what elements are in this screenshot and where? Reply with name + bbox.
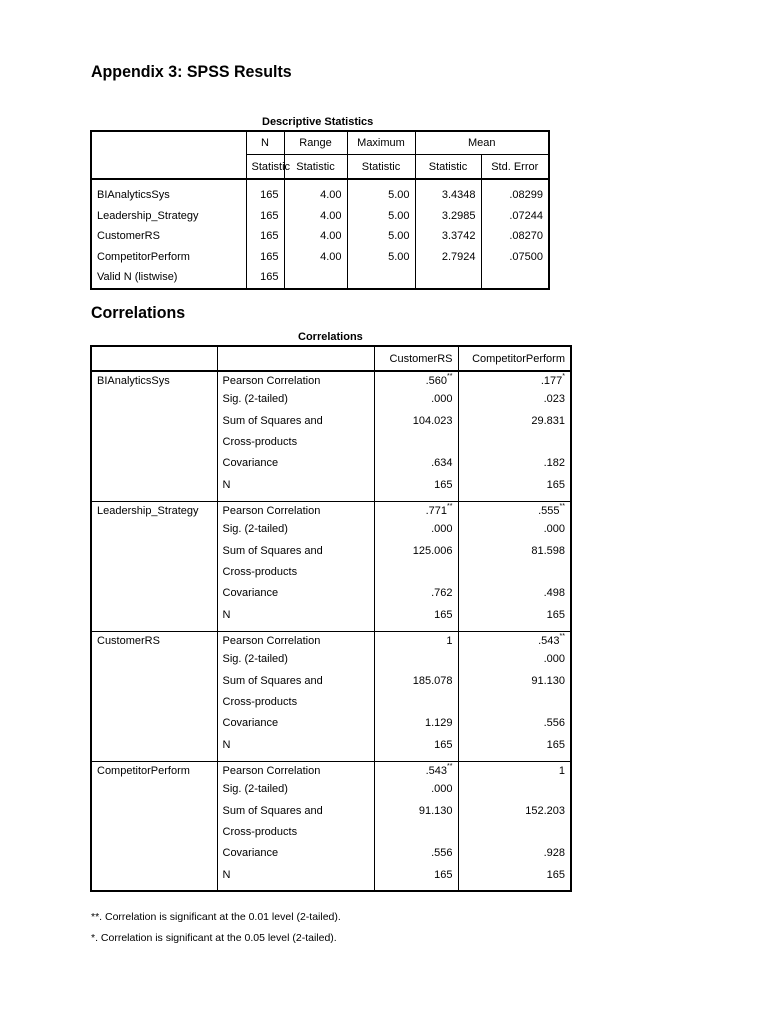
table-cell: 3.2985 bbox=[415, 206, 481, 227]
variable-label bbox=[91, 415, 217, 457]
table-row bbox=[91, 415, 571, 457]
cell-value: .928 bbox=[543, 847, 565, 859]
statistic-label: N bbox=[222, 869, 231, 881]
cell-value: 104.023 bbox=[412, 415, 453, 427]
statistic-label: Sig. (2-tailed) bbox=[222, 393, 288, 405]
table-cell bbox=[458, 869, 571, 891]
table-row bbox=[91, 805, 571, 847]
variable-label bbox=[91, 675, 217, 717]
table-cell bbox=[374, 545, 458, 587]
table-row bbox=[91, 609, 571, 631]
table-cell bbox=[374, 371, 458, 393]
table-cell bbox=[374, 717, 458, 739]
table-cell: 4.00 bbox=[284, 226, 347, 247]
variable-label bbox=[91, 587, 217, 609]
table-cell bbox=[458, 501, 571, 523]
column-header: N bbox=[246, 131, 284, 155]
cell-value: .182 bbox=[543, 457, 565, 469]
column-header: Mean bbox=[415, 131, 549, 155]
column-subheader: Statistic bbox=[246, 155, 284, 180]
cell-value: .771 bbox=[425, 504, 448, 517]
row-label: Leadership_Strategy bbox=[97, 209, 199, 222]
table-header-row bbox=[91, 346, 571, 371]
variable-label: Leadership_Strategy bbox=[91, 501, 217, 523]
variable-label bbox=[91, 457, 217, 479]
cell-value: .000 bbox=[431, 523, 453, 535]
table-cell bbox=[374, 761, 458, 783]
table-cell bbox=[458, 783, 571, 805]
variable-label bbox=[91, 545, 217, 587]
cell-value: .543 bbox=[538, 634, 560, 647]
page-title: Appendix 3: SPSS Results bbox=[91, 62, 292, 81]
statistic-label: Pearson Correlation bbox=[222, 764, 321, 777]
variable-label bbox=[91, 523, 217, 545]
statistic-label: Covariance bbox=[222, 587, 279, 599]
cell-value: .000 bbox=[431, 783, 453, 795]
statistic-label: Covariance bbox=[222, 717, 279, 729]
header-stub bbox=[91, 131, 246, 179]
cell-value: 91.130 bbox=[531, 675, 565, 687]
statistic-label bbox=[217, 805, 374, 847]
variable-label bbox=[91, 739, 217, 761]
cell-value: 29.831 bbox=[531, 415, 565, 427]
variable-label bbox=[91, 479, 217, 501]
table-cell bbox=[458, 545, 571, 587]
cell-value: .556 bbox=[543, 717, 565, 729]
cell-value: 165 bbox=[546, 739, 565, 751]
table-cell: 165 bbox=[246, 206, 284, 227]
table-cell: 5.00 bbox=[347, 206, 415, 227]
table-cell bbox=[374, 415, 458, 457]
table-cell: .08299 bbox=[481, 179, 549, 206]
statistic-label bbox=[217, 675, 374, 717]
table-cell bbox=[458, 523, 571, 545]
table-cell: 5.00 bbox=[347, 226, 415, 247]
table-cell bbox=[284, 267, 347, 289]
cell-value: .023 bbox=[543, 393, 565, 405]
cell-value: .555 bbox=[538, 504, 560, 517]
column-header: Range bbox=[284, 131, 347, 155]
significance-marker: ** bbox=[447, 373, 453, 380]
table-row bbox=[91, 179, 549, 206]
table-cell bbox=[415, 267, 481, 289]
row-label: CompetitorPerform bbox=[97, 250, 190, 263]
cell-value: 81.598 bbox=[531, 545, 565, 557]
table-cell bbox=[458, 717, 571, 739]
variable-label bbox=[91, 717, 217, 739]
column-subheader: Statistic bbox=[284, 155, 347, 180]
statistic-label-line: Sum of Squares and bbox=[222, 545, 323, 557]
table-cell bbox=[374, 783, 458, 805]
column-header: CompetitorPerform bbox=[458, 346, 571, 371]
table-cell bbox=[374, 653, 458, 675]
table-cell: 165 bbox=[246, 226, 284, 247]
table-cell: 5.00 bbox=[347, 179, 415, 206]
table-cell bbox=[458, 457, 571, 479]
table-cell bbox=[458, 609, 571, 631]
table-cell bbox=[458, 393, 571, 415]
table-row bbox=[91, 739, 571, 761]
table-cell bbox=[458, 587, 571, 609]
descriptive-statistics-table bbox=[90, 130, 550, 290]
table-cell bbox=[458, 479, 571, 501]
table-cell bbox=[374, 393, 458, 415]
table-row bbox=[91, 545, 571, 587]
table-cell: .08270 bbox=[481, 226, 549, 247]
table-cell bbox=[458, 739, 571, 761]
statistic-label-line: Sum of Squares and bbox=[222, 415, 323, 427]
table-row bbox=[91, 675, 571, 717]
table-cell bbox=[374, 457, 458, 479]
cell-value: 165 bbox=[546, 479, 565, 491]
correlations-table bbox=[90, 345, 572, 892]
table-row bbox=[91, 457, 571, 479]
table-row bbox=[91, 501, 571, 523]
table-cell: 5.00 bbox=[347, 247, 415, 268]
table-cell bbox=[458, 371, 571, 393]
cell-value: .498 bbox=[543, 587, 565, 599]
statistic-label-line: Sum of Squares and bbox=[222, 805, 323, 817]
descriptive-table-caption: Descriptive Statistics bbox=[262, 116, 374, 128]
table-cell: .07500 bbox=[481, 247, 549, 268]
table-cell bbox=[374, 739, 458, 761]
table-cell: 4.00 bbox=[284, 206, 347, 227]
variable-label bbox=[91, 805, 217, 847]
statistic-label: N bbox=[217, 739, 374, 761]
table-row bbox=[91, 869, 571, 891]
table-row bbox=[91, 631, 571, 653]
table-cell bbox=[374, 501, 458, 523]
cell-value: 91.130 bbox=[418, 805, 453, 817]
table-cell: 165 bbox=[246, 267, 284, 289]
table-cell: 165 bbox=[246, 247, 284, 268]
cell-value: 1 bbox=[558, 764, 565, 777]
row-label: CustomerRS bbox=[97, 230, 160, 243]
variable-label: CustomerRS bbox=[91, 631, 217, 653]
variable-label: CompetitorPerform bbox=[91, 761, 217, 783]
table-cell: 3.4348 bbox=[415, 179, 481, 206]
cell-value: 165 bbox=[434, 479, 453, 491]
significance-marker: ** bbox=[447, 502, 453, 510]
significance-marker: ** bbox=[559, 502, 565, 510]
column-subheader: Std. Error bbox=[481, 155, 549, 180]
table-row bbox=[91, 206, 549, 227]
cell-value: 152.203 bbox=[525, 805, 565, 817]
statistic-label-line: Cross-products bbox=[222, 826, 298, 838]
table-row bbox=[91, 783, 571, 805]
statistic-label: Sig. (2-tailed) bbox=[222, 783, 288, 795]
table-cell bbox=[374, 847, 458, 869]
cell-value: .000 bbox=[431, 393, 453, 405]
table-cell bbox=[374, 631, 458, 653]
table-row bbox=[91, 267, 549, 289]
table-cell bbox=[458, 415, 571, 457]
statistic-label bbox=[217, 545, 374, 587]
cell-value: 185.078 bbox=[412, 675, 453, 687]
variable-label bbox=[91, 393, 217, 415]
table-row bbox=[91, 371, 571, 393]
table-row bbox=[91, 653, 571, 675]
table-row bbox=[91, 523, 571, 545]
cell-value: 1 bbox=[446, 634, 453, 647]
column-subheader: Statistic bbox=[415, 155, 481, 180]
table-cell: 2.7924 bbox=[415, 247, 481, 268]
table-row bbox=[91, 247, 549, 268]
table-row bbox=[91, 847, 571, 869]
cell-value: 165 bbox=[434, 739, 453, 751]
statistic-label-line: Cross-products bbox=[222, 436, 298, 448]
statistic-label: N bbox=[217, 609, 374, 631]
significance-marker: * bbox=[562, 373, 565, 380]
table-cell: 3.3742 bbox=[415, 226, 481, 247]
table-row bbox=[91, 393, 571, 415]
table-row bbox=[91, 226, 549, 247]
column-header: Maximum bbox=[347, 131, 415, 155]
variable-label bbox=[91, 609, 217, 631]
cell-value: .762 bbox=[431, 587, 453, 599]
statistic-label-line: Sum of Squares and bbox=[222, 675, 323, 687]
table-cell bbox=[458, 761, 571, 783]
correlations-table-caption: Correlations bbox=[298, 331, 363, 343]
table-cell: 4.00 bbox=[284, 247, 347, 268]
table-row bbox=[91, 479, 571, 501]
table-row bbox=[91, 761, 571, 783]
cell-value: 165 bbox=[546, 609, 565, 621]
table-cell bbox=[374, 479, 458, 501]
statistic-label-line: Cross-products bbox=[222, 696, 298, 708]
table-cell bbox=[374, 587, 458, 609]
cell-value: 125.006 bbox=[412, 545, 453, 557]
table-cell bbox=[374, 675, 458, 717]
significance-marker: ** bbox=[559, 632, 565, 640]
column-header: CustomerRS bbox=[374, 346, 458, 371]
footnote: *. Correlation is significant at the 0.05 level (2-tailed). bbox=[91, 932, 337, 944]
cell-value: .543 bbox=[425, 764, 448, 777]
cell-value: .556 bbox=[431, 847, 453, 859]
table-row bbox=[91, 717, 571, 739]
table-cell bbox=[374, 805, 458, 847]
statistic-label: Covariance bbox=[222, 457, 279, 469]
table-cell bbox=[374, 869, 458, 891]
variable-label bbox=[91, 783, 217, 805]
section-heading: Correlations bbox=[91, 303, 186, 322]
significance-marker: ** bbox=[447, 762, 453, 770]
variable-label bbox=[91, 869, 217, 891]
table-cell: 4.00 bbox=[284, 179, 347, 206]
cell-value: .000 bbox=[543, 523, 565, 535]
column-subheader: Statistic bbox=[347, 155, 415, 180]
statistic-label: Pearson Correlation bbox=[222, 634, 321, 647]
table-cell: 165 bbox=[246, 179, 284, 206]
table-cell bbox=[374, 609, 458, 631]
table-cell bbox=[374, 523, 458, 545]
variable-label bbox=[91, 847, 217, 869]
statistic-label: Pearson Correlation bbox=[222, 504, 321, 517]
cell-value: .177 bbox=[540, 375, 563, 387]
table-cell bbox=[347, 267, 415, 289]
statistic-label: Pearson Correlation bbox=[222, 375, 321, 387]
table-cell bbox=[458, 675, 571, 717]
cell-value: .560 bbox=[425, 375, 448, 387]
table-cell bbox=[458, 805, 571, 847]
header-stub bbox=[91, 346, 217, 371]
statistic-label bbox=[217, 415, 374, 457]
table-cell bbox=[458, 847, 571, 869]
cell-value: 165 bbox=[546, 869, 565, 881]
statistic-label: N bbox=[217, 479, 374, 501]
row-label: Valid N (listwise) bbox=[97, 271, 178, 284]
cell-value: 165 bbox=[434, 869, 453, 881]
table-cell bbox=[481, 267, 549, 289]
header-stub bbox=[217, 346, 374, 371]
cell-value: .000 bbox=[543, 653, 565, 665]
table-cell bbox=[458, 653, 571, 675]
variable-label: BIAnalyticsSys bbox=[91, 371, 217, 393]
statistic-label: Covariance bbox=[222, 847, 279, 859]
statistic-label: Sig. (2-tailed) bbox=[222, 523, 288, 535]
cell-value: 165 bbox=[434, 609, 453, 621]
statistic-label-line: Cross-products bbox=[222, 566, 298, 578]
table-cell bbox=[458, 631, 571, 653]
row-label: BIAnalyticsSys bbox=[97, 189, 170, 202]
table-cell: .07244 bbox=[481, 206, 549, 227]
table-header-row bbox=[91, 131, 549, 155]
table-row bbox=[91, 587, 571, 609]
variable-label bbox=[91, 653, 217, 675]
cell-value: .634 bbox=[431, 457, 453, 469]
cell-value: 1.129 bbox=[424, 717, 453, 729]
footnote: **. Correlation is significant at the 0.01 level (2-tailed). bbox=[91, 911, 341, 923]
statistic-label: Sig. (2-tailed) bbox=[222, 653, 288, 665]
